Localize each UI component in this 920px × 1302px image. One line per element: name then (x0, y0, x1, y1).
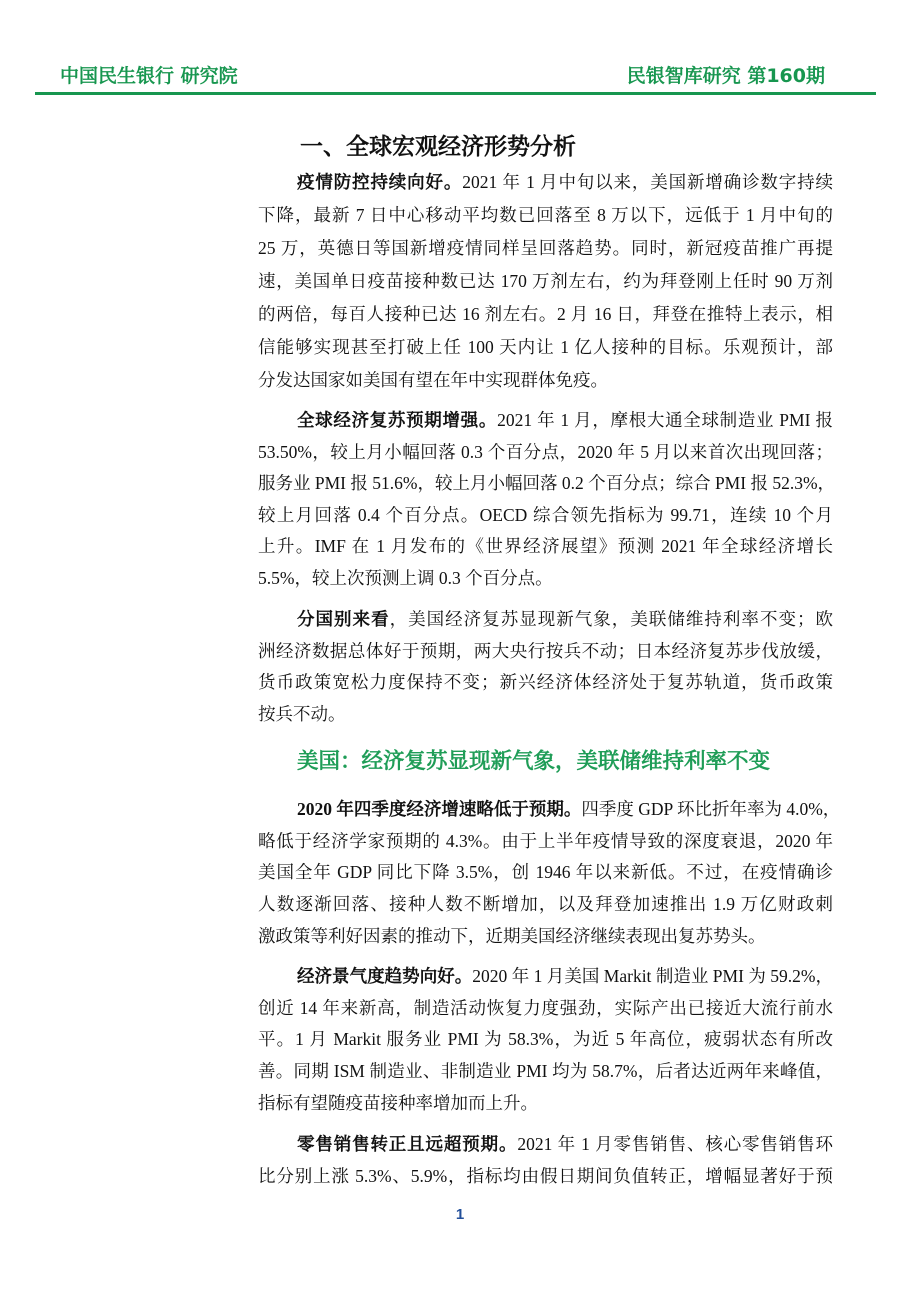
paragraph-lead: 全球经济复苏预期增强。 (297, 410, 498, 430)
paragraph-line (258, 1129, 833, 1161)
header-organization: 中国民生银行 研究院 (60, 65, 238, 87)
paragraph-lead: 分国别来看 (297, 609, 390, 629)
paragraph-text: 2021 年 1 月中旬以来，美国新增确诊数字持续 (462, 172, 834, 192)
subsection-title: 美国：经济复苏显现新气象，美联储维持利率不变 (297, 749, 771, 774)
paragraph-line: 比分别上涨 5.3%、5.9%，指标均由假日期间负值转正，增幅显著好于预 (258, 1165, 833, 1186)
paragraph-line: 平。1 月 Markit 服务业 PMI 为 58.3%，为近 5 年高位，疲弱状态有所改 (258, 1029, 833, 1050)
paragraph-line: 分发达国家如美国有望在年中实现群体免疫。 (258, 370, 608, 390)
paragraph-line (258, 961, 833, 993)
paragraph (258, 166, 833, 397)
paragraph-line: 激政策等利好因素的推动下，近期美国经济继续表现出复苏势头。 (258, 925, 766, 946)
paragraph-line: 略低于经济学家预期的 4.3%。由于上半年疫情导致的深度衰退，2020 年 (258, 830, 833, 851)
header-publication-issue: 民银智库研究 第160期 (626, 65, 825, 87)
paragraph-line: 较上月回落 0.4 个百分点。OECD 综合领先指标为 99.71，连续 10 个月 (258, 504, 833, 525)
section-title: 一、全球宏观经济形势分析 (300, 134, 576, 160)
paragraph-line: 5.5%，较上次预测上调 0.3 个百分点。 (258, 567, 553, 588)
header-divider (35, 92, 876, 95)
paragraph-lead: 疫情防控持续向好。 (297, 172, 463, 192)
paragraph-text: 四季度 GDP 环比折年率为 4.0%， (581, 799, 841, 819)
paragraph-line (258, 166, 833, 199)
paragraph-line (258, 794, 841, 826)
paragraph-line: 下降，最新 7 日中心移动平均数已回落至 8 万以下，远低于 1 月中旬的 (258, 205, 833, 225)
paragraph (258, 604, 833, 730)
paragraph-line: 25 万，英德日等国新增疫情同样呈回落趋势。同时，新冠疫苗推广再提 (258, 238, 833, 258)
paragraph-line: 指标有望随疫苗接种率增加而上升。 (258, 1092, 538, 1113)
paragraph-line: 信能够实现甚至打破上任 100 天内让 1 亿人接种的目标。乐观预计，部 (258, 337, 833, 357)
paragraph-lead: 经济景气度趋势向好。 (297, 966, 473, 986)
paragraph-lead: 2020 年四季度经济增速略低于预期。 (297, 799, 582, 819)
paragraph-line: 美国全年 GDP 同比下降 3.5%，创 1946 年以来新低。不过，在疫情确诊 (258, 862, 833, 883)
paragraph-line: 53.50%，较上月小幅回落 0.3 个百分点，2020 年 5 月以来首次出现回落； (258, 441, 833, 462)
paragraph (258, 961, 833, 1120)
paragraph-line (258, 405, 833, 437)
page-number: 1 (455, 1206, 465, 1223)
paragraph-text: 2021 年 1 月，摩根大通全球制造业 PMI 报 (497, 410, 833, 430)
paragraph-line: 上升。IMF 在 1 月发布的《世界经济展望》预测 2021 年全球经济增长 (258, 536, 833, 557)
paragraph-line: 的两倍，每百人接种已达 16 剂左右。2 月 16 日，拜登在推特上表示，相 (258, 304, 833, 324)
paragraph-line: 服务业 PMI 报 51.6%，较上月小幅回落 0.2 个百分点；综合 PMI 报 52.3%， (258, 473, 836, 494)
paragraph-line: 速，美国单日疫苗接种数已达 170 万剂左右，约为拜登刚上任时 90 万剂 (258, 271, 833, 291)
paragraph-line: 善。同期 ISM 制造业、非制造业 PMI 均为 58.7%，后者达近两年来峰值， (258, 1061, 833, 1082)
paragraph-text: 2020 年 1 月美国 Markit 制造业 PMI 为 59.2%， (472, 966, 834, 986)
paragraph-line: 按兵不动。 (258, 703, 346, 724)
paragraph-lead: 零售销售转正且远超预期。 (297, 1134, 518, 1154)
paragraph-line: 洲经济数据总体好于预期，两大央行按兵不动；日本经济复苏步伐放缓， (258, 640, 833, 661)
paragraph-line: 人数逐渐回落、接种人数不断增加，以及拜登加速推出 1.9 万亿财政刺 (258, 894, 833, 915)
paragraph-text: 2021 年 1 月零售销售、核心零售销售环 (517, 1134, 834, 1154)
paragraph-line: 创近 14 年来新高，制造活动恢复力度强劲，实际产出已接近大流行前水 (258, 997, 833, 1018)
paragraph (258, 794, 841, 953)
paragraph (258, 405, 836, 595)
paragraph-line (258, 604, 833, 636)
paragraph (258, 1129, 833, 1192)
paragraph-text: ，美国经济复苏显现新气象，美联储维持利率不变；欧 (389, 609, 834, 629)
paragraph-line: 货币政策宽松力度保持不变；新兴经济体经济处于复苏轨道，货币政策 (258, 672, 833, 693)
